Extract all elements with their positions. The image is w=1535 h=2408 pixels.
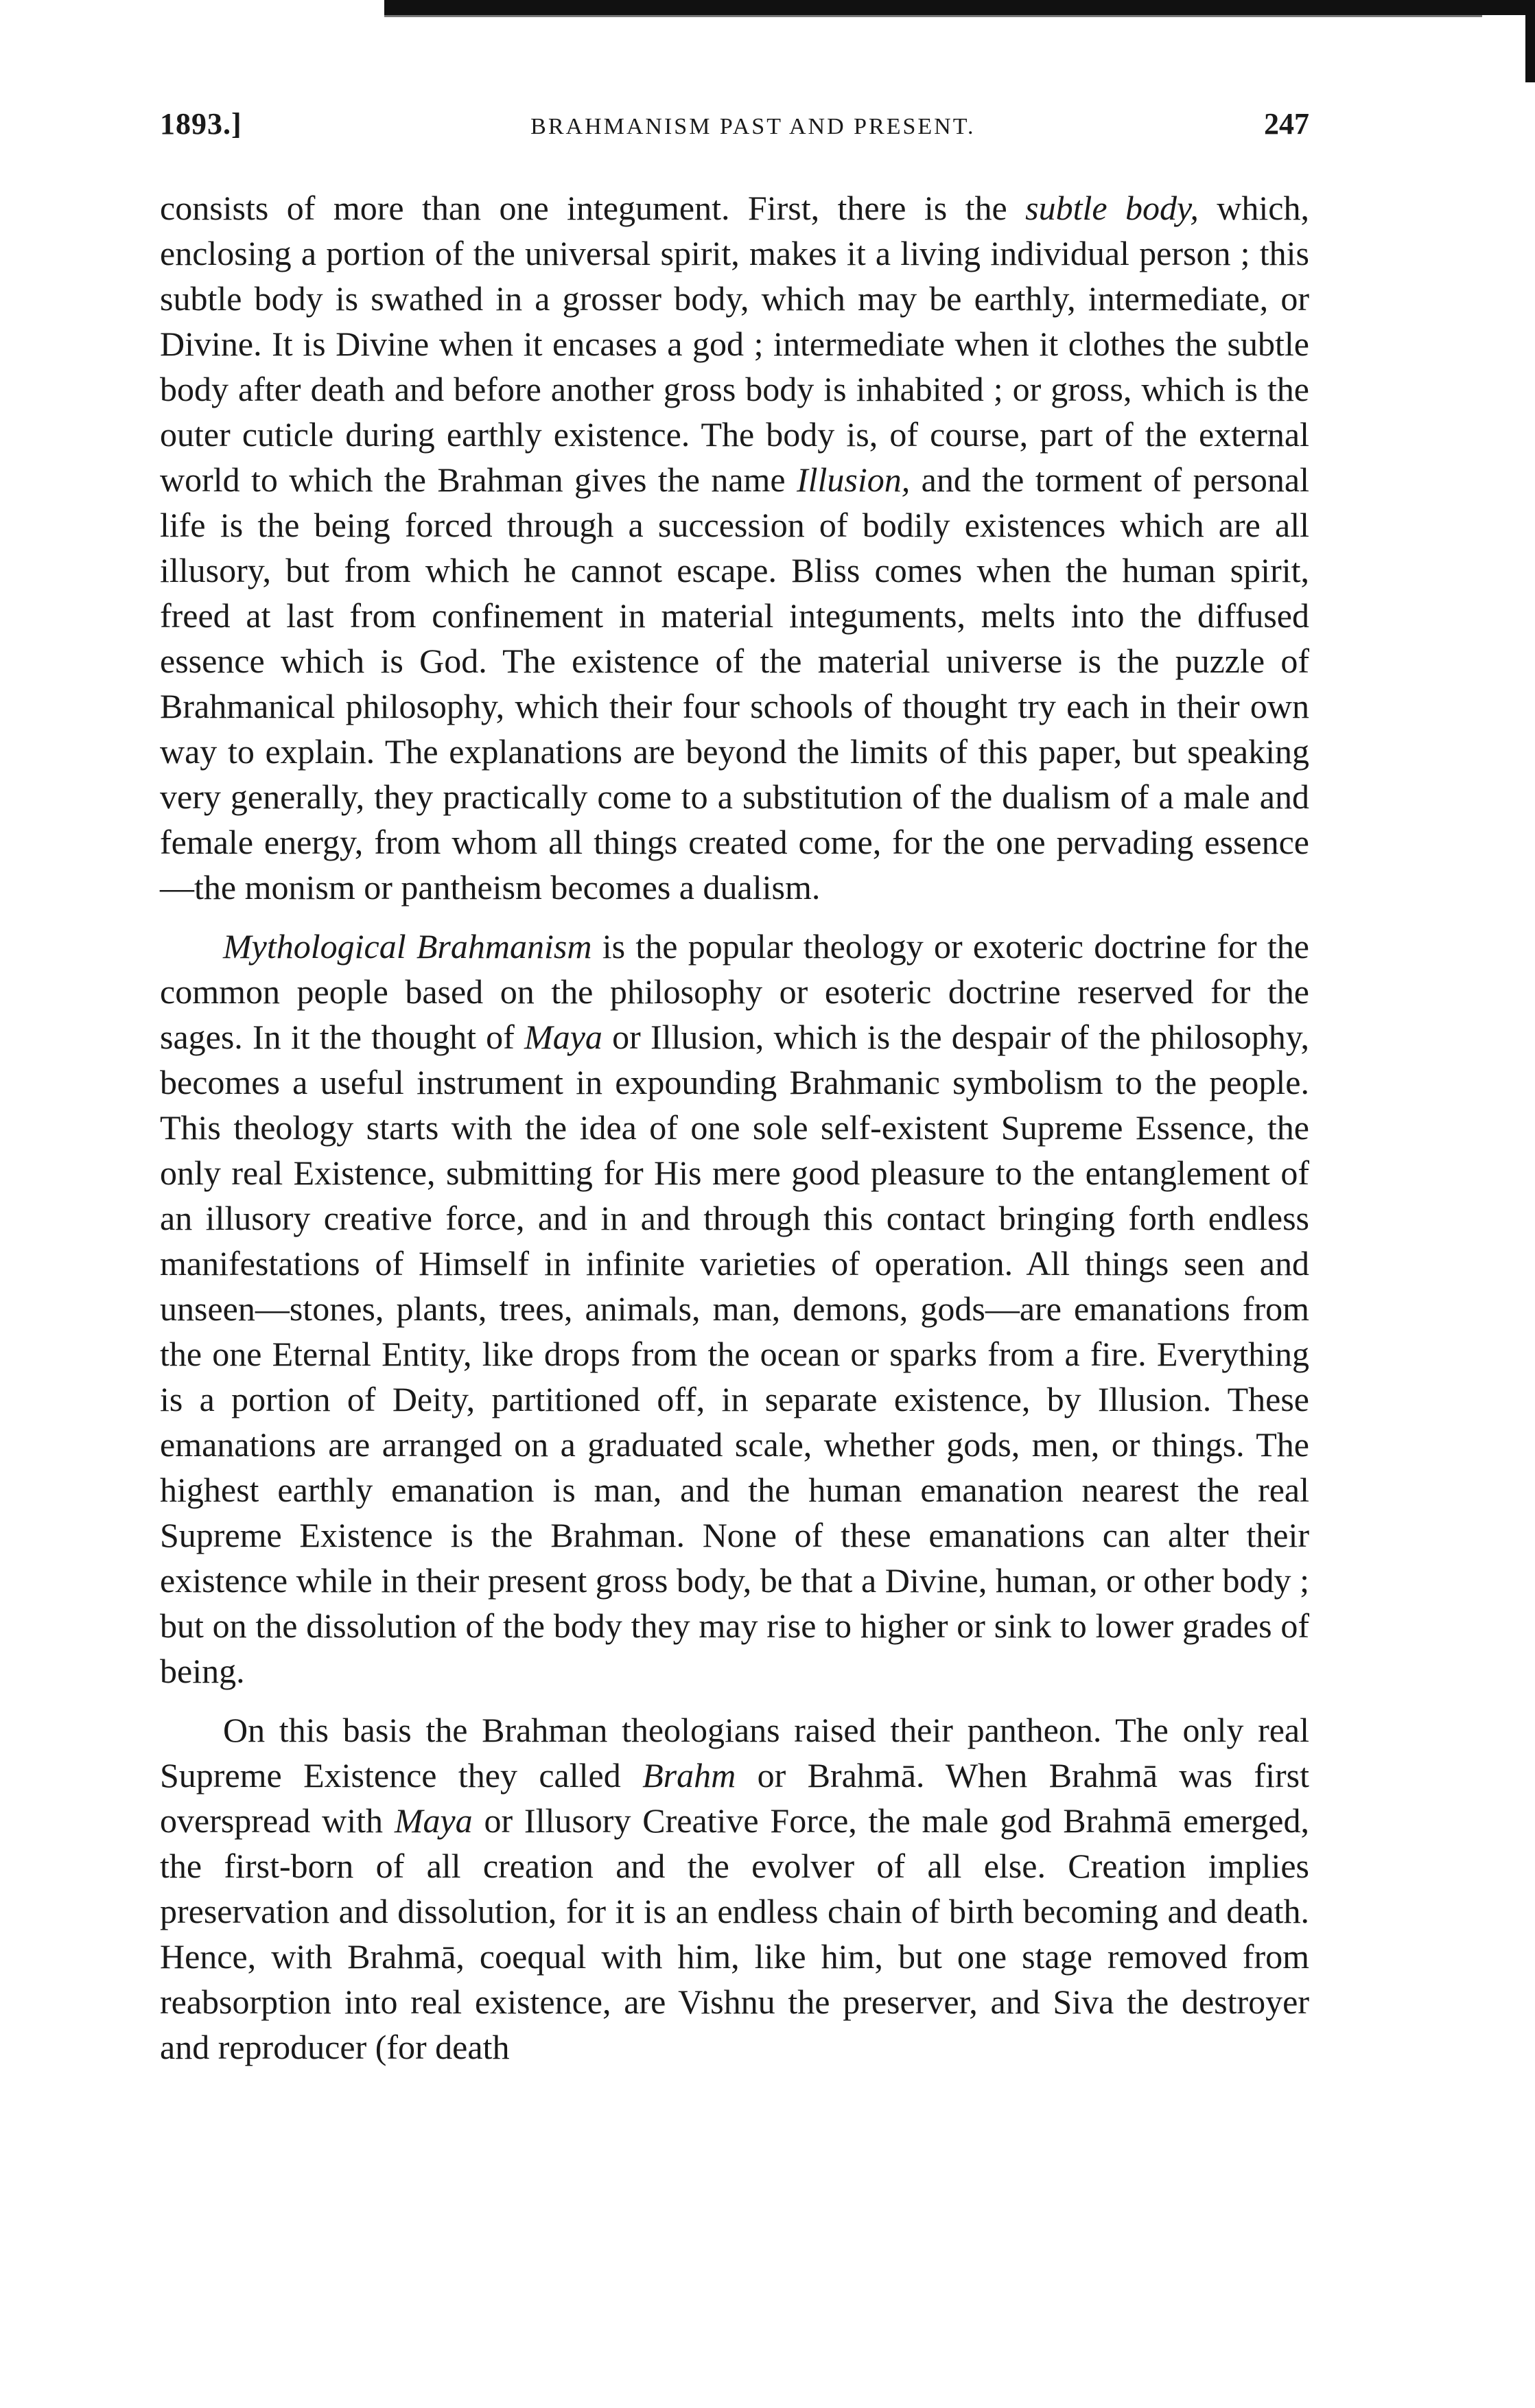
paragraph-pantheon bbox=[160, 1707, 1309, 2070]
page-number: 247 bbox=[1263, 107, 1309, 141]
header-title: BRAHMANISM PAST AND PRESENT. bbox=[530, 114, 976, 139]
text-run: and the torment of personal life is the being forced through a succession of bodily existences which are all illusory, but from which he cannot escape. Bliss comes when the human spirit, freed at last from confinement in material integuments, melts into the diffused essence which is God. The existence of the material universe is the puzzle of Brahmanical philosophy, which their four schools of thought try each in their own way to explain. The explanations are beyond the limits of this paper, but speaking very generally, they practically come to a substitution of the dualism of a male and female energy, from whom all things created come, for the one pervading essence—the monism or pantheism becomes a dualism. bbox=[160, 460, 1309, 907]
header-year: 1893.] bbox=[160, 107, 242, 141]
text-run: or Illusion, which is the despair of the philosophy, becomes a useful instrument in expounding Brahmanic symbolism to the people. This theology starts with the idea of one sole self-existent Supreme Essence, the only real Existence, submitting for His mere good pleasure to the entanglement of an illusory creative force, and in and through this contact bringing forth endless manifestations of Himself in infinite varieties of operation. All things seen and unseen—stones, plants, trees, animals, man, demons, gods—are emanations from the one Eternal Entity, like drops from the ocean or sparks from a fire. Everything is a portion of Deity, partitioned off, in separate existence, by Illusion. These emanations are arranged on a graduated scale, whether gods, men, or things. The highest earthly emanation is man, and the human emanation nearest the real Supreme Existence is the Brahman. None of these emanations can alter their existence while in their present gross body, be that a Divine, human, or other body ; but on the dissolution of the body they may rise to higher or sink to lower grades of being. bbox=[160, 1018, 1309, 1690]
italic-run: Maya bbox=[524, 1018, 602, 1056]
italic-run: Illusion, bbox=[797, 460, 911, 499]
text-run: On this basis the Brahman theologians raised their pantheon. The only real Supreme Existence they called bbox=[160, 1711, 1309, 1795]
text-run: is the popular theology or exoteric doctrine for the common people based on the philosophy or esoteric doctrine reserved for the sages. In it the thought of bbox=[160, 927, 1309, 1056]
text-run: which, enclosing a portion of the universal spirit, makes it a living individual person ; this subtle body is swathed in a grosser body, which may be earthly, intermediate, or Divine. It is Divine when it encases a god ; intermediate when it clothes the subtle body after death and before another gross body is inhabited ; or gross, which is the outer cuticle during earthly existence. The body is, of course, part of the external world to which the Brahman gives the name bbox=[160, 189, 1309, 499]
top-scan-border bbox=[384, 0, 1535, 15]
body-text bbox=[160, 185, 1309, 2070]
italic-run: subtle body, bbox=[1025, 189, 1199, 227]
running-head bbox=[160, 106, 1309, 148]
text-run: consists of more than one integument. First, there is the bbox=[160, 189, 1026, 227]
italic-run: Mythological Brahmanism bbox=[223, 927, 592, 966]
right-scan-edge bbox=[1525, 0, 1535, 82]
top-scan-border-thin bbox=[384, 15, 1482, 17]
italic-run: Maya bbox=[394, 1801, 473, 1840]
paragraph-mythological-brahmanism bbox=[160, 924, 1309, 1694]
paragraph-continuation bbox=[160, 185, 1309, 910]
text-run: or Illusory Creative Force, the male god Brahmā emerged, the first-born of all creation and the evolver of all else. Creation implies preservation and dissolution, for it is an endless chain of birth becoming and death. Hence, with Brahmā, coequal with him, like him, but one stage removed from reabsorption into real existence, are Vishnu the preserver, and Siva the destroyer and reproducer (for death bbox=[160, 1801, 1309, 2066]
text-run: or Brahmā. When Brahmā was first overspread with bbox=[160, 1756, 1309, 1840]
italic-run: Brahm bbox=[642, 1756, 736, 1795]
